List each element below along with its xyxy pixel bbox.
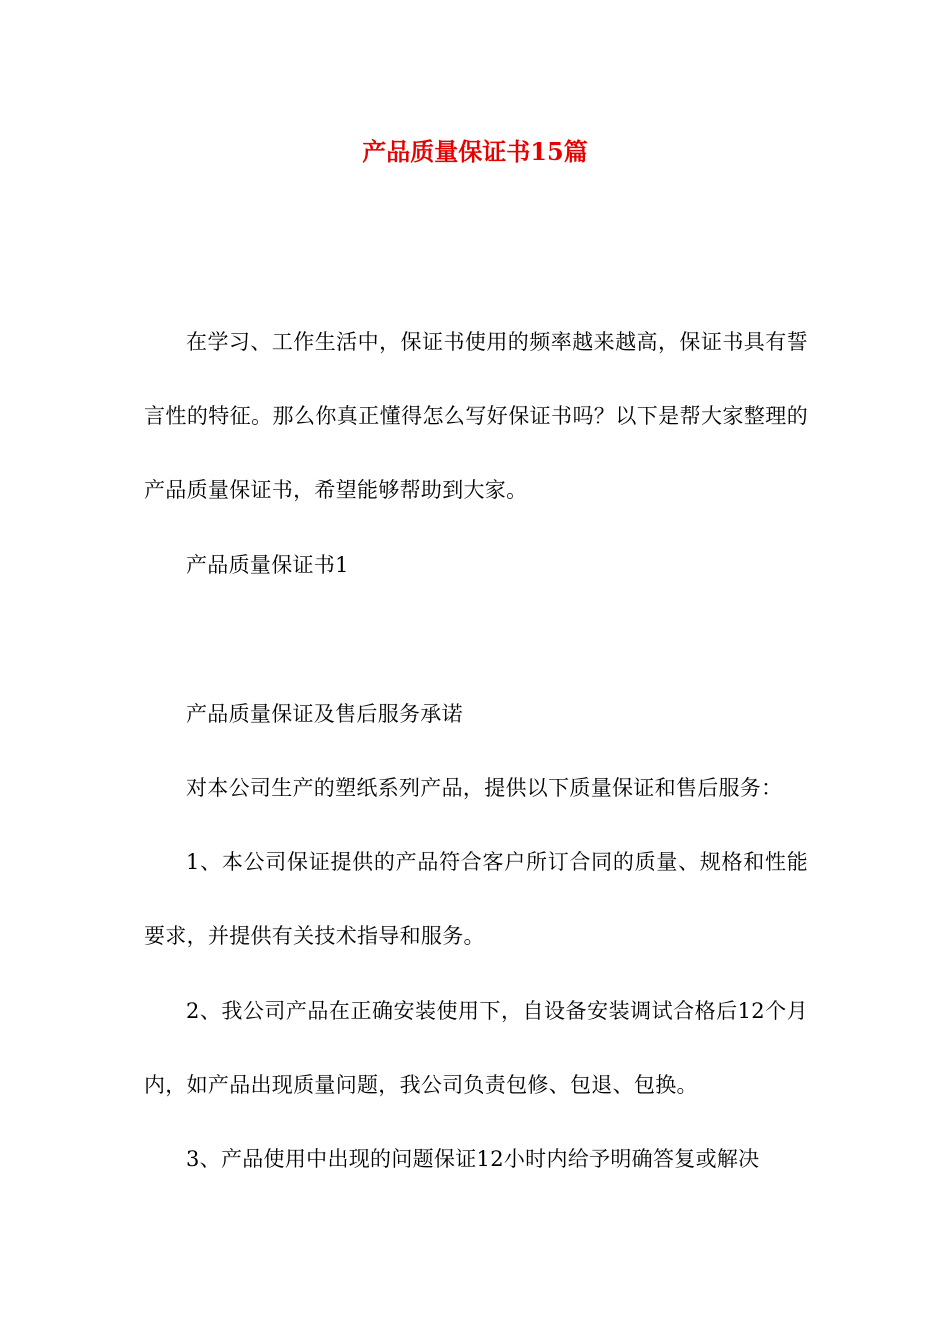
subheading-commitment: 产品质量保证及售后服务承诺 [186,702,463,726]
document-title: 产品质量保证书15篇 [362,137,588,166]
paragraph-item-3: 3、产品使用中出现的问题保证12小时内给予明确答复或解决 [186,1147,760,1171]
paragraph-item-1: 1、本公司保证提供的产品符合客户所订合同的质量、规格和性能要求，并提供有关技术指导和服务。 [144,850,808,948]
paragraph-scope: 对本公司生产的塑纸系列产品，提供以下质量保证和售后服务： [186,776,783,800]
intro-paragraph: 在学习、工作生活中，保证书使用的频率越来越高，保证书具有誓言性的特征。那么你真正懂得怎么写好保证书吗？以下是帮大家整理的产品质量保证书，希望能够帮助到大家。 [144,330,808,502]
paragraph-item-2: 2、我公司产品在正确安装使用下，自设备安装调试合格后12个月内，如产品出现质量问题，我公司负责包修、包退、包换。 [144,999,808,1097]
section-heading-1: 产品质量保证书1 [186,553,349,577]
